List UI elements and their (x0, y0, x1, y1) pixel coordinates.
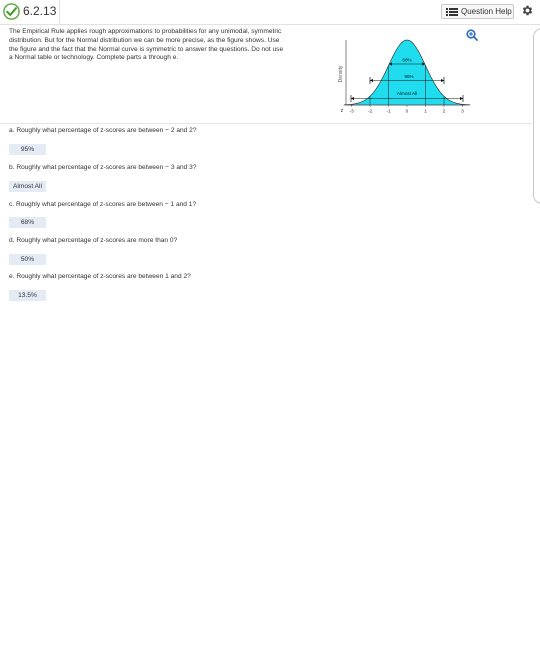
z-tick-label: 2 (442, 109, 446, 115)
side-panel-handle[interactable] (533, 28, 540, 204)
answer-c-box[interactable]: 68% (9, 217, 46, 228)
z-tick-label: -2 (367, 109, 373, 115)
question-help-button[interactable] (441, 4, 514, 19)
problem-instructions: The Empirical Rule applies rough approximations to probabilities for any unimodal, symmetric distribution. But for the Normal distribution we can be more precise, as the figure shows. Use the figure and the fact that the Normal curve is symmetric to answer the questions. Do not use a Normal table or technology. Complete parts a through e. (9, 28, 284, 62)
z-tick-label: 1 (424, 109, 427, 115)
z-tick-label: 0 (405, 109, 409, 115)
z-axis-label: z (340, 108, 344, 114)
section-divider (0, 123, 532, 124)
list-icon (446, 8, 458, 16)
z-tick-label: -1 (386, 109, 391, 115)
answer-e-box[interactable]: 13.5% (9, 290, 46, 301)
z-tick-label: 3 (461, 109, 464, 115)
answer-b-box[interactable]: Almost All (9, 181, 46, 192)
question-c-text: c. Roughly what percentage of z-scores are between − 1 and 1? (9, 201, 197, 208)
question-e-text: e. Roughly what percentage of z-scores are between 1 and 2? (9, 273, 191, 280)
density-axis-label: Density (338, 65, 344, 83)
question-a-text: a. Roughly what percentage of z-scores are between − 2 and 2? (9, 127, 197, 134)
normal-curve-figure (333, 36, 473, 118)
band-68-label: 68% (402, 57, 412, 63)
question-b-text: b. Roughly what percentage of z-scores are between − 3 and 3? (9, 164, 197, 171)
gear-icon[interactable] (521, 4, 534, 17)
question-help-label: Question Help (461, 7, 512, 16)
band-almost-all-label: Almost All (396, 91, 418, 96)
question-header (0, 0, 540, 25)
z-tick-label: -3 (349, 109, 354, 115)
correct-check-icon (3, 3, 20, 20)
answer-a-box[interactable]: 95% (9, 144, 46, 155)
title-divider (59, 0, 60, 24)
question-d-text: d. Roughly what percentage of z-scores are more than 0? (9, 237, 178, 244)
problem-number: 6.2.13 (23, 4, 57, 18)
band-95-label: 95% (404, 74, 414, 79)
answer-d-box[interactable]: 50% (9, 254, 46, 265)
